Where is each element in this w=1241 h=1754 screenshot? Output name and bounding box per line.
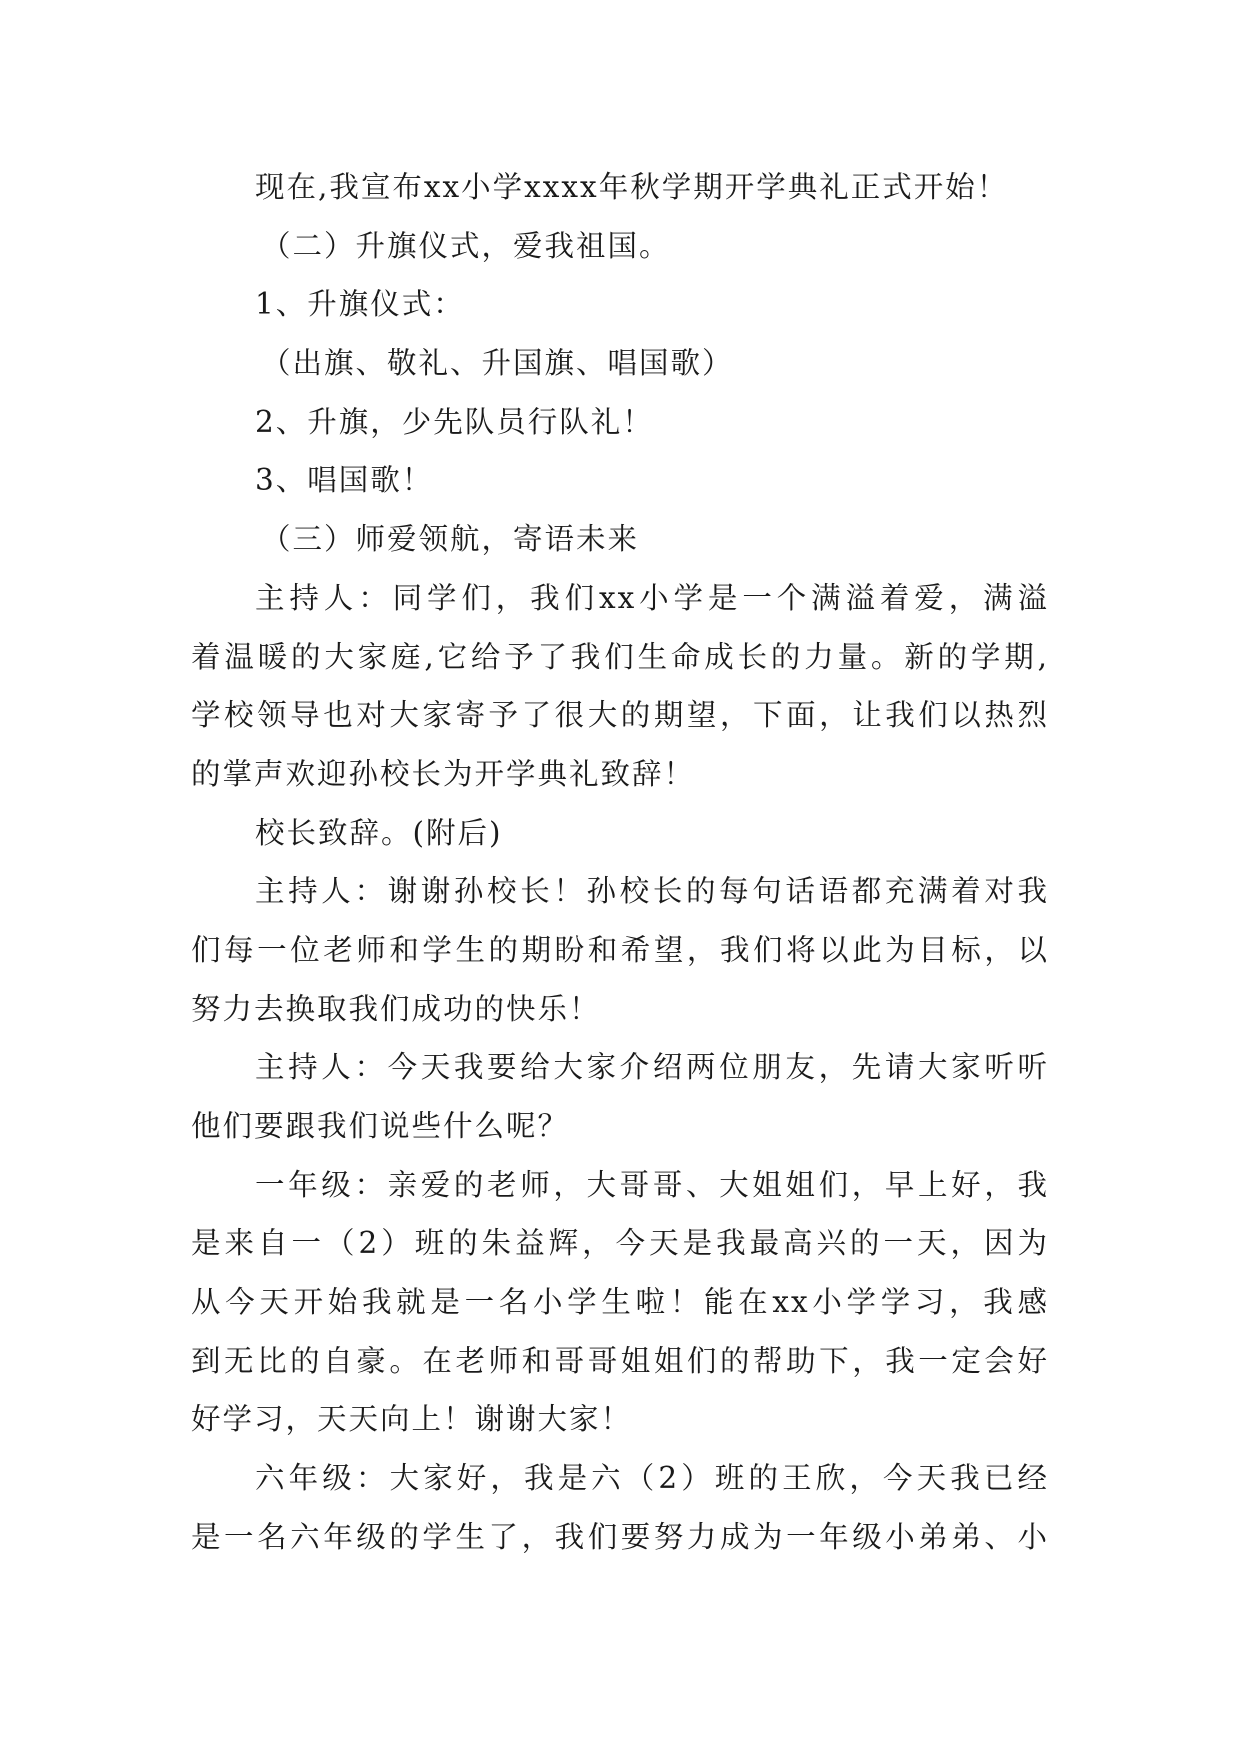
paragraph-line: 校长致辞。(附后) [255, 815, 503, 850]
list-item: 1、升旗仪式： [255, 287, 465, 322]
paragraph-line: 们每一位老师和学生的期盼和希望，我们将以此为目标，以 [191, 932, 1049, 967]
list-item: （出旗、敬礼、升国旗、唱国歌） [261, 346, 734, 381]
paragraph-line: 好学习，天天向上！谢谢大家！ [191, 1402, 633, 1437]
paragraph-line: 主持人：今天我要给大家介绍两位朋友，先请大家听听 [255, 1050, 1049, 1085]
paragraph-line: 到无比的自豪。在老师和哥哥姐姐们的帮助下，我一定会好 [191, 1343, 1049, 1378]
paragraph-line: 一年级：亲爱的老师，大哥哥、大姐姐们，早上好，我 [255, 1167, 1049, 1202]
paragraph-line: 着温暖的大家庭,它给予了我们生命成长的力量。新的学期, [191, 639, 1049, 674]
paragraph-line: 现在,我宣布xx小学xxxx年秋学期开学典礼正式开始！ [255, 170, 1009, 204]
paragraph-line: 的掌声欢迎孙校长为开学典礼致辞！ [191, 756, 696, 791]
section-heading: （三）师爱领航，寄语未来 [261, 522, 640, 557]
paragraph-line: 他们要跟我们说些什么呢？ [191, 1109, 570, 1143]
list-item: 3、唱国歌！ [255, 463, 434, 498]
paragraph-line: 主持人：谢谢孙校长！孙校长的每句话语都充满着对我 [255, 874, 1049, 909]
paragraph-line: 学校领导也对大家寄予了很大的期望，下面，让我们以热烈 [191, 698, 1049, 733]
paragraph-line: 从今天开始我就是一名小学生啦！能在xx小学学习，我感 [191, 1285, 1049, 1320]
paragraph-line: 主持人：同学们，我们xx小学是一个满溢着爱，满溢 [255, 580, 1049, 615]
document-body [191, 158, 1049, 1567]
paragraph-line: 是一名六年级的学生了，我们要努力成为一年级小弟弟、小 [191, 1519, 1049, 1554]
paragraph-line: 努力去换取我们成功的快乐！ [191, 991, 601, 1026]
paragraph-line: 六年级：大家好，我是六（2）班的王欣，今天我已经 [255, 1461, 1049, 1496]
list-item: 2、升旗，少先队员行队礼！ [255, 404, 654, 439]
section-heading: （二）升旗仪式，爱我祖国。 [261, 228, 671, 263]
paragraph-line: 是来自一（2）班的朱益辉，今天是我最高兴的一天，因为 [191, 1226, 1049, 1261]
